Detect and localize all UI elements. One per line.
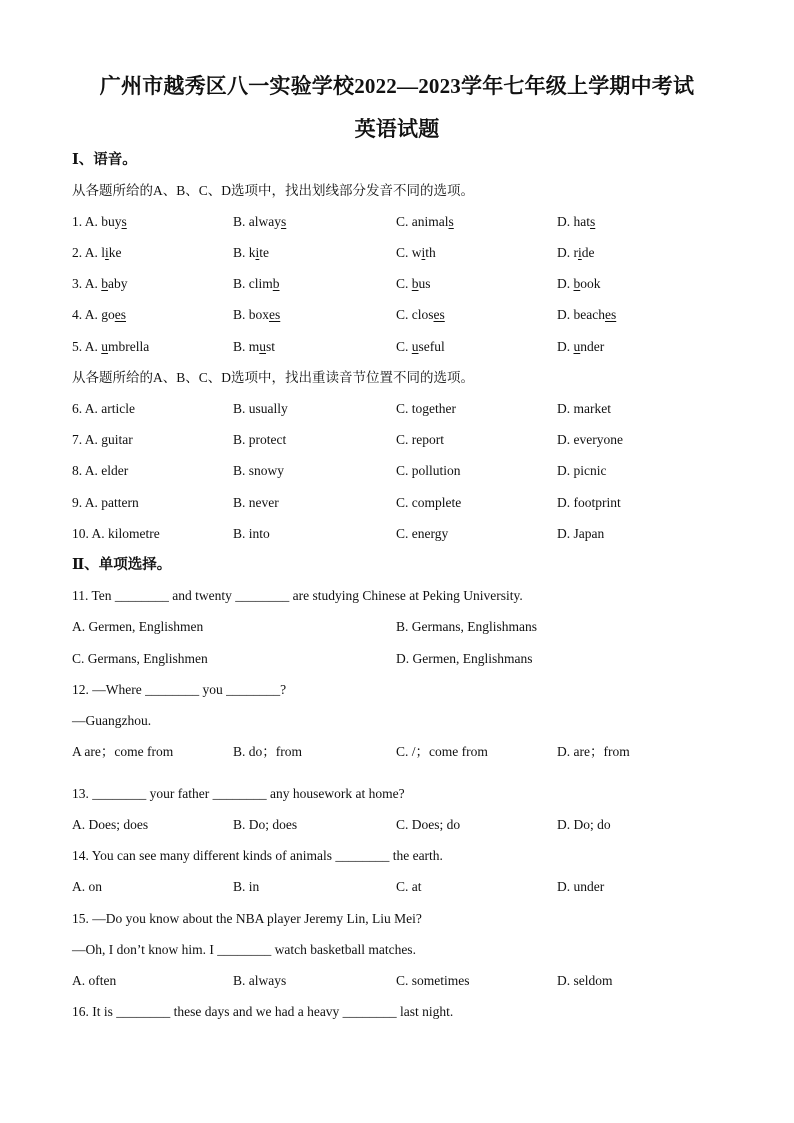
q1-option-c: C. animals xyxy=(396,214,454,229)
q5-option-b: B. must xyxy=(233,339,276,354)
q7-option-c: C. report xyxy=(396,432,444,447)
q4-option-c: C. closes xyxy=(396,307,445,322)
q16-stem: 16. It is ________ these days and we had a heavy ________ last night. xyxy=(72,1004,454,1019)
q11-stem: 11. Ten ________ and twenty ________ are studying Chinese at Peking University. xyxy=(72,588,523,603)
q14-option-a: A. on xyxy=(72,879,102,894)
q11-option-b: B. Germans, Englishmans xyxy=(396,619,537,634)
section-1-heading: Ⅰ、语音。 xyxy=(72,152,137,168)
q12-option-c: C. /；come from xyxy=(396,744,488,759)
q15-reply: —Oh, I don’t know him. I ________ watch basketball matches. xyxy=(72,942,416,957)
q12-option-a: A are；come from xyxy=(72,744,174,759)
q8-option-a: 8. A. elder xyxy=(72,463,129,478)
q1-option-d: D. hats xyxy=(557,214,596,229)
q14-option-c: C. at xyxy=(396,879,422,894)
q1-option-a: 1. A. buys xyxy=(72,214,127,229)
q12-reply: —Guangzhou. xyxy=(72,713,152,728)
q2-option-b: B. kite xyxy=(233,245,270,260)
q4-option-a: 4. A. goes xyxy=(72,307,127,322)
q3-option-d: D. book xyxy=(557,276,601,291)
q10-option-a: 10. A. kilometre xyxy=(72,526,160,541)
section-1-instruction-stress: 从各题所给的A、B、C、D选项中，找出重读音节位置不同的选项。 xyxy=(72,370,475,385)
q11-option-d: D. Germen, Englishmans xyxy=(396,651,533,666)
q3-option-a: 3. A. baby xyxy=(72,276,128,291)
q7-option-a: 7. A. guitar xyxy=(72,432,133,447)
q9-option-d: D. footprint xyxy=(557,495,621,510)
q8-option-d: D. picnic xyxy=(557,463,607,478)
q13-option-c: C. Does; do xyxy=(396,817,461,832)
q8-option-c: C. pollution xyxy=(396,463,461,478)
q6-option-b: B. usually xyxy=(233,401,288,416)
q9-option-c: C. complete xyxy=(396,495,462,510)
q6-option-c: C. together xyxy=(396,401,456,416)
q2-option-a: 2. A. like xyxy=(72,245,122,260)
q11-option-a: A. Germen, Englishmen xyxy=(72,619,204,634)
q12-stem: 12. —Where ________ you ________? xyxy=(72,682,287,697)
q3-option-b: B. climb xyxy=(233,276,280,291)
q9-option-b: B. never xyxy=(233,495,279,510)
q12-option-d: D. are；from xyxy=(557,744,630,759)
q14-option-d: D. under xyxy=(557,879,605,894)
q10-option-d: D. Japan xyxy=(557,526,605,541)
q14-option-b: B. in xyxy=(233,879,260,894)
q2-option-c: C. with xyxy=(396,245,436,260)
q15-option-d: D. seldom xyxy=(557,973,613,988)
q15-option-c: C. sometimes xyxy=(396,973,470,988)
q9-option-a: 9. A. pattern xyxy=(72,495,139,510)
q5-option-c: C. useful xyxy=(396,339,445,354)
q4-option-d: D. beaches xyxy=(557,307,617,322)
q10-option-b: B. into xyxy=(233,526,270,541)
q1-option-b: B. always xyxy=(233,214,287,229)
exam-title: 广州市越秀区八一实验学校2022—2023学年七年级上学期中考试 xyxy=(99,74,695,98)
q15-option-a: A. often xyxy=(72,973,117,988)
q4-option-b: B. boxes xyxy=(233,307,281,322)
q7-option-b: B. protect xyxy=(233,432,287,447)
exam-subtitle: 英语试题 xyxy=(354,117,440,141)
q13-stem: 13. ________ your father ________ any housework at home? xyxy=(72,786,405,801)
q15-stem: 15. —Do you know about the NBA player Jeremy Lin, Liu Mei? xyxy=(72,911,422,926)
q10-option-c: C. energy xyxy=(396,526,449,541)
q15-option-b: B. always xyxy=(233,973,287,988)
q6-option-a: 6. A. article xyxy=(72,401,135,416)
q13-option-d: D. Do; do xyxy=(557,817,611,832)
q5-option-a: 5. A. umbrella xyxy=(72,339,150,354)
q11-option-c: C. Germans, Englishmen xyxy=(72,651,208,666)
section-2-heading: Ⅱ、单项选择。 xyxy=(72,557,172,573)
q6-option-d: D. market xyxy=(557,401,611,416)
q8-option-b: B. snowy xyxy=(233,463,285,478)
q5-option-d: D. under xyxy=(557,339,605,354)
q2-option-d: D. ride xyxy=(557,245,595,260)
q3-option-c: C. bus xyxy=(396,276,431,291)
section-1-instruction-pronunciation: 从各题所给的A、B、C、D选项中，找出划线部分发音不同的选项。 xyxy=(72,183,475,198)
q7-option-d: D. everyone xyxy=(557,432,623,447)
q13-option-b: B. Do; does xyxy=(233,817,298,832)
q12-option-b: B. do；from xyxy=(233,744,302,759)
q14-stem: 14. You can see many different kinds of animals ________ the earth. xyxy=(72,848,443,863)
q13-option-a: A. Does; does xyxy=(72,817,149,832)
